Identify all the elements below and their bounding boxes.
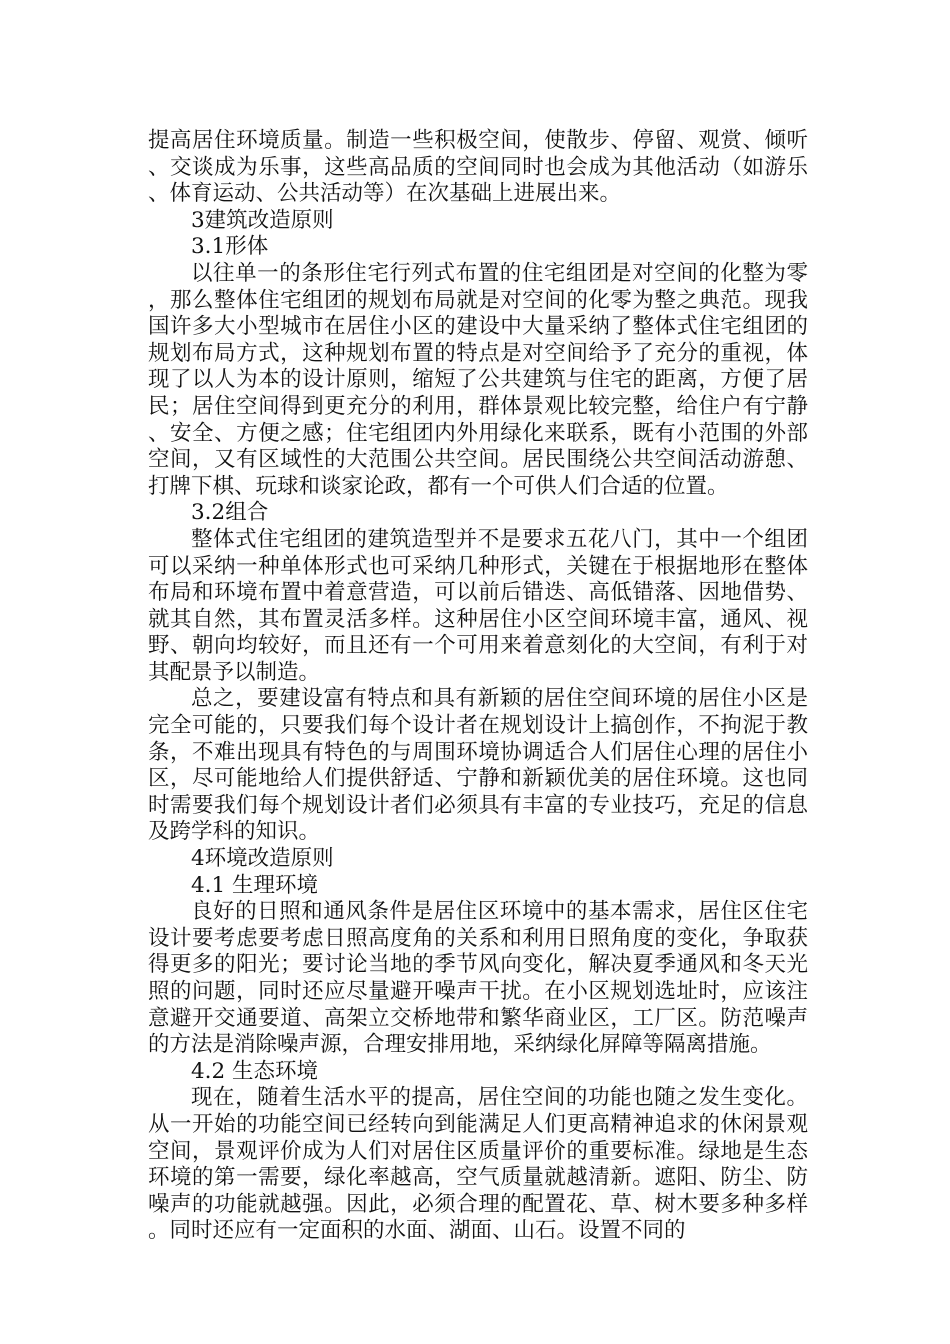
paragraph-3-2: 整体式住宅组团的建筑造型并不是要求五花八门，其中一个组团可以采纳一种单体形式也可采纳几种形式，关键在于根据地形在整体布局和环境布置中着意营造，可以前后错迭、高低错落、因地借势、就其自然，其布置灵活多样。这种居住小区空间环境丰富，通风、视野、朝向均较好，而且还有一个可用来着意刻化的大空间，有利于对其配景予以制造。 [148, 526, 808, 685]
paragraph-intro: 提高居住环境质量。制造一些积极空间，使散步、停留、观赏、倾听、交谈成为乐事，这些高品质的空间同时也会成为其他活动（如游乐、体育运动、公共活动等）在次基础上进展出来。 [148, 128, 808, 207]
paragraph-4-1: 良好的日照和通风条件是居住区环境中的基本需求，居住区住宅设计要考虑要考虑日照高度角的关系和利用日照角度的变化，争取获得更多的阳光；要讨论当地的季节风向变化，解决夏季通风和冬天光照的问题，同时还应尽量避开噪声干扰。在小区规划选址时，应该注意避开交通要道、高架立交桥地带和繁华商业区，工厂区。防范噪声的方法是消除噪声源，合理安排用地，采纳绿化屏障等隔离措施。 [148, 899, 808, 1058]
paragraph-4-2: 现在，随着生活水平的提高，居住空间的功能也随之发生变化。从一开始的功能空间已经转向到能满足人们更高精神追求的休闲景观空间，景观评价成为人们对居住区质量评价的重要标准。绿地是生态环境的第一需要，绿化率越高，空气质量就越清新。遮阳、防尘、防噪声的功能就越强。因此，必须合理的配置花、草、树木要多种多样。同时还应有一定面积的水面、湖面、山石。设置不同的 [148, 1085, 808, 1244]
section-heading-4: 4环境改造原则 [191, 846, 334, 872]
paragraph-summary: 总之，要建设富有特点和具有新颖的居住空间环境的居住小区是完全可能的，只要我们每个设计者在规划设计上搞创作，不拘泥于教条，不难出现具有特色的与周围环境协调适合人们居住心理的居住小区，尽可能地给人们提供舒适、宁静和新颖优美的居住环境。这也同时需要我们每个规划设计者们必须具有丰富的专业技巧，充足的信息及跨学科的知识。 [148, 686, 808, 845]
subsection-heading-4-1: 4.1 生理环境 [191, 872, 319, 898]
subsection-heading-4-2: 4.2 生态环境 [191, 1058, 319, 1084]
subsection-heading-3-1: 3.1形体 [191, 234, 269, 260]
section-heading-3: 3建筑改造原则 [191, 207, 334, 233]
document-body [148, 128, 808, 1245]
paragraph-3-1: 以往单一的条形住宅行列式布置的住宅组团是对空间的化整为零，那么整体住宅组团的规划布局就是对空间的化零为整之典范。现我国许多大小型城市在居住小区的建设中大量采纳了整体式住宅组团的规划布局方式，这种规划布置的特点是对空间给予了充分的重视，体现了以人为本的设计原则，缩短了公共建筑与住宅的距离，方便了居民；居住空间得到更充分的利用，群体景观比较完整，给住户有宁静、安全、方便之感；住宅组团内外用绿化来联系，既有小范围的外部空间，又有区域性的大范围公共空间。居民围绕公共空间活动游憩、打牌下棋、玩球和谈家论政，都有一个可供人们合适的位置。 [148, 260, 808, 499]
subsection-heading-3-2: 3.2组合 [191, 500, 269, 526]
